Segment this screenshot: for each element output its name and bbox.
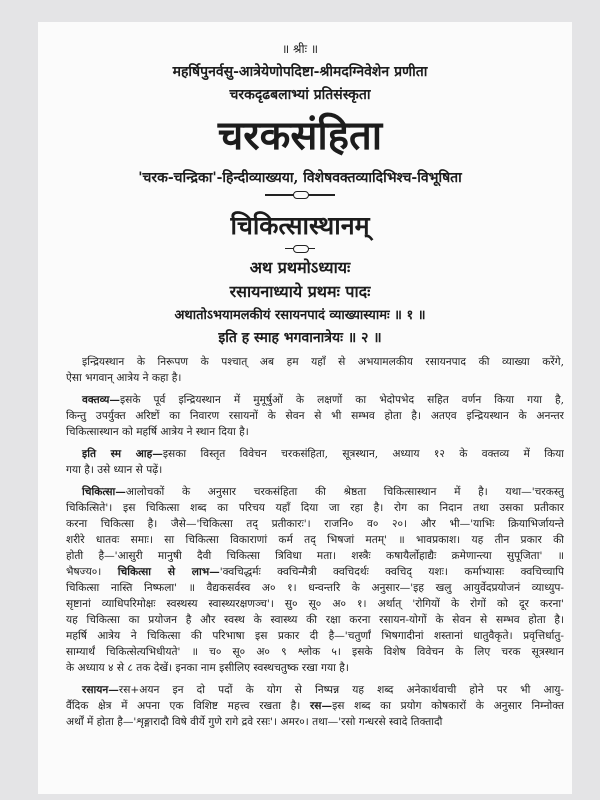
text-line bbox=[66, 424, 564, 440]
text-segment: चिकित्सास्थान को महर्षि आत्रेय ने स्थान दिया है। bbox=[66, 426, 249, 438]
book-title: चरकसंहिता bbox=[217, 112, 383, 159]
text-line bbox=[66, 564, 564, 580]
term-heading: चिकित्सा— bbox=[82, 486, 126, 498]
text-segment: आलोचकों के अनुसार चरकसंहिता की श्रेष्ठता चिकित्सास्थान में है। यथा—'चरकस्तु bbox=[125, 486, 564, 498]
text-segment: चिकित्सा नास्ति निष्फला' ॥ वैद्यकसर्वस्व अ० १। धन्वन्तरि के अनुसार—'इह खलु आयुर्वेदप्रयोजनं व्याध्युप- bbox=[66, 582, 564, 594]
pada-heading: रसायनाध्याये प्रथमः पादः bbox=[229, 282, 371, 301]
text-segment: रस+अयन इन दो पदों के योग से निष्पन्न यह शब्द अनेकार्थवाची होने पर भी आयु- bbox=[118, 684, 564, 696]
attribution-line: महर्षिपुनर्वसु-आत्रेयेणोपदिष्टा-श्रीमदग्निवेशेन प्रणीता bbox=[172, 64, 428, 80]
verse-1: अथातोऽभयामलकीयं रसायनपादं व्याख्यास्यामः ॥ १ ॥ bbox=[174, 308, 426, 323]
term-heading: वक्तव्य— bbox=[82, 394, 120, 406]
text-segment: इसका विस्तृत विवेचन चरकसंहिता, सूत्रस्थान, अध्याय १२ के वक्तव्य में किया bbox=[162, 448, 564, 460]
text-segment: के अध्याय ४ से ८ तक देखें। इनका नाम इसीलिए स्वस्थचतुष्क रखा गया है। bbox=[66, 662, 349, 674]
verse-2: इति ह स्माह भगवानात्रेयः ॥ २ ॥ bbox=[218, 330, 382, 346]
text-segment: करना चिकित्सा है। जैसे—'चिकित्सा तद् प्रतीकारः'। राजनि० व० २०। और भी—'याभिः क्रियाभिर्जायन्ते bbox=[66, 518, 564, 530]
text-segment: साम्यार्थं चिकित्सेत्यभिधीयते' ॥ च० सू० अ० ९ श्लोक ५। इसके विशेष विवेचन के लिए चरक सूत्रस्थान bbox=[66, 646, 564, 658]
text-line bbox=[66, 596, 564, 612]
text-line bbox=[66, 408, 564, 424]
ornament-divider bbox=[265, 194, 335, 196]
text-segment: होती है—'आसुरी मानुषी दैवी चिकित्सा त्रिविधा मता। शस्त्रैः कषायैर्लोहाद्यैः क्रमेणान्त्या सुपूजिता' ॥ bbox=[66, 550, 564, 562]
text-segment: यह चिकित्सा का प्रयोजन है और स्वस्थ के स्वास्थ्य की रक्षा करना रसायन-योगों के सेवन से सम्भव होता है। bbox=[66, 614, 564, 626]
text-line bbox=[66, 392, 564, 408]
text-segment: इस शब्द का प्रयोग कोषकारों के अनुसार निम्नोक्त bbox=[332, 700, 564, 712]
text-line bbox=[66, 612, 564, 628]
commentary-body bbox=[66, 354, 564, 730]
text-line bbox=[66, 660, 564, 676]
term-heading: रस— bbox=[309, 700, 333, 712]
text-line bbox=[66, 446, 564, 462]
text-segment: इसके पूर्व इन्द्रियस्थान में मुमूर्षुओं के लक्षणों का भेदोपभेद सहित वर्णन किया गया है, bbox=[119, 394, 564, 406]
text-line bbox=[66, 354, 564, 370]
text-segment: गया है। उसे ध्यान से पढ़ें। bbox=[66, 464, 163, 476]
book-subtitle: 'चरक-चन्द्रिका'-हिन्दीव्याख्यया, विशेषवक्तव्यादिभिश्च-विभूषिता bbox=[138, 170, 462, 186]
text-segment: र्वैदिक क्षेत्र में अपना एक विशिष्ट महत्त्व रखता है। bbox=[66, 700, 310, 712]
text-line bbox=[66, 628, 564, 644]
text-line bbox=[66, 644, 564, 660]
text-line bbox=[66, 548, 564, 564]
text-line bbox=[66, 500, 564, 516]
text-segment: चिकित्सिते'। इस चिकित्सा शब्द का परिचय यहाँ दिया जा रहा है। रोग का निदान तथा उसका प्रतीकार bbox=[66, 502, 564, 514]
text-line bbox=[66, 580, 564, 596]
text-line bbox=[66, 532, 564, 548]
text-line bbox=[66, 462, 564, 478]
text-segment: किन्तु उपर्युक्त अरिष्टों का निवारण रसायनों के सेवन से भी सम्भव होता है। अतएव इन्द्रियस्थान के अनन्तर bbox=[66, 410, 564, 422]
paragraph bbox=[66, 682, 564, 730]
invocation: ॥ श्रीः ॥ bbox=[281, 42, 319, 56]
text-line bbox=[66, 682, 564, 698]
paragraph bbox=[66, 392, 564, 440]
ornament-divider bbox=[285, 248, 315, 249]
paragraph bbox=[66, 354, 564, 386]
chapter-heading: अथ प्रथमोऽध्यायः bbox=[249, 258, 351, 277]
text-segment: इन्द्रियस्थान के निरूपण के पश्चात् अब हम यहाँ से अभयामलकीय रसायनपाद की व्याख्या करेंगे, bbox=[82, 356, 564, 368]
term-heading: चिकित्सा से लाभ— bbox=[117, 566, 220, 578]
paragraph bbox=[66, 484, 564, 676]
section-title: चिकित्सास्थानम् bbox=[230, 211, 370, 240]
text-segment: भैषज्य०। bbox=[66, 566, 118, 578]
text-line bbox=[66, 484, 564, 500]
text-line bbox=[66, 516, 564, 532]
paragraph bbox=[66, 446, 564, 478]
text-line bbox=[66, 370, 564, 386]
term-heading: रसायन— bbox=[82, 684, 119, 696]
text-segment: 'क्वचिद्धर्मः क्वचिन्मैत्री क्वचिदर्थः क्वचिद् यशः। कर्माभ्यासः क्वचिच्चापि bbox=[219, 566, 564, 578]
term-heading: इति स्म आह— bbox=[82, 448, 163, 460]
text-segment: महर्षि आत्रेय ने चिकित्सा की परिभाषा इस प्रकार दी है—'चतुर्णां भिषगादीनां शस्तानां धातुवैकृते। प्रवृत्तिर्धातु- bbox=[66, 630, 564, 642]
text-segment: शरीरे धातवः समाः। सा चिकित्सा विकाराणां कर्म तद् भिषजां मतम्' ॥ भावप्रकाश। यह तीन प्रकार की bbox=[66, 534, 564, 546]
text-segment: सृष्टानां व्याधिपरिमोक्षः स्वस्थस्य स्वास्थ्यरक्षणञ्च'। सु० सू० अ० १। अर्थात् 'रोगियों के रोगों को दूर करना' bbox=[66, 598, 564, 610]
text-segment: ऐसा भगवान् आत्रेय ने कहा है। bbox=[66, 372, 182, 384]
redaction-line: चरकदृढबलाभ्यां प्रतिसंस्कृता bbox=[229, 87, 371, 103]
text-segment: अर्थों में होता है—'शृङ्गारादौ विषे वीर्ये गुणे रागे द्रवे रसः'। अमर०। तथा—'रसो गन्धरसे स्वादे तिक्तादौ bbox=[66, 716, 443, 728]
text-line bbox=[66, 714, 564, 730]
text-line bbox=[66, 698, 564, 714]
